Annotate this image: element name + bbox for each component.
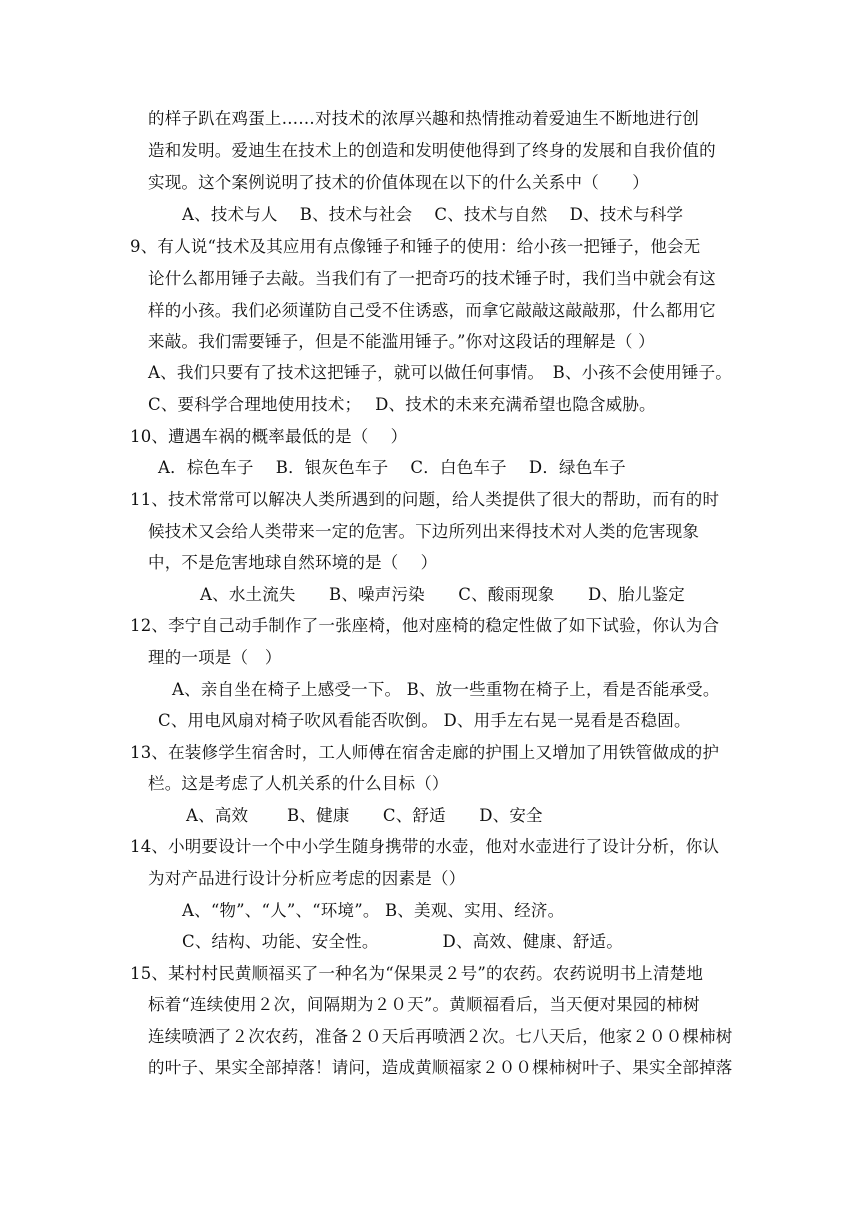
text-line: 样的小孩。我们必须谨防自己受不住诱惑，而拿它敲敲这敲敲那，什么都用它: [148, 301, 716, 320]
answer-options-q9-cd: C、要科学合理地使用技术； D、技术的未来充满希望也隐含威胁。: [148, 395, 656, 414]
question-12: 12、李宁自己动手制作了一张座椅，他对座椅的稳定性做了如下试验，你认为合: [130, 616, 720, 635]
question-14: 14、小明要设计一个中小学生随身携带的水壶，他对水壶进行了设计分析，你认: [130, 837, 720, 856]
answer-options-q8: A、技术与人 B、技术与社会 C、技术与自然 D、技术与科学: [182, 205, 684, 224]
text-line: 的叶子、果实全部掉落！请问，造成黄顺福家２００棵柿树叶子、果实全部掉落: [148, 1058, 733, 1077]
text-line: 为对产品进行设计分析应考虑的因素是（）: [148, 869, 466, 888]
question-10: 10、遭遇车祸的概率最低的是（ ）: [130, 427, 408, 446]
answer-options-q13: A、高效 B、健康 C、舒适 D、安全: [186, 806, 543, 825]
text-line: 栏。这是考虑了人机关系的什么目标（）: [148, 774, 449, 793]
question-9: 9、有人说“技术及其应用有点像锤子和锤子的使用：给小孩一把锤子，他会无: [130, 237, 701, 256]
question-15: 15、某村村民黄顺福买了一种名为“保果灵２号”的农药。农药说明书上清楚地: [130, 964, 704, 983]
question-11: 11、技术常常可以解决人类所遇到的问题，给人类提供了很大的帮助，而有的时: [130, 490, 720, 509]
answer-options-q10: A．棕色车子 B．银灰色车子 C．白色车子 D．绿色车子: [158, 458, 626, 477]
text-line: 标着“连续使用２次，间隔期为２０天”。黄顺福看后，当天便对果园的柿树: [148, 995, 700, 1014]
text-line: 候技术又会给人类带来一定的危害。下边所列出来得技术对人类的危害现象: [148, 522, 700, 541]
text-line: 实现。这个案例说明了技术的价值体现在以下的什么关系中（ ）: [148, 173, 649, 192]
answer-options-q14-ab: A、“物”、“人”、“环境”。 B、美观、实用、经济。: [182, 901, 565, 920]
text-line: 中，不是危害地球自然环境的是（ ）: [148, 553, 438, 572]
text-line: 理的一项是（ ）: [148, 648, 282, 667]
text-line: 造和发明。爱迪生在技术上的创造和发明使他得到了终身的发展和自我价值的: [148, 141, 716, 160]
answer-options-q12-cd: C、用电风扇对椅子吹风看能否吹倒。 D、用手左右晃一晃看是否稳固。: [158, 711, 691, 730]
answer-options-q12-ab: A、亲自坐在椅子上感受一下。 B、放一些重物在椅子上，看是否能承受。: [172, 680, 720, 699]
text-line: 的样子趴在鸡蛋上……对技术的浓厚兴趣和热情推动着爱迪生不断地进行创: [148, 109, 700, 128]
text-line: 来敲。我们需要锤子，但是不能滥用锤子。”你对这段话的理解是（ ）: [148, 332, 655, 351]
question-13: 13、在装修学生宿舍时，工人师傅在宿舍走廊的护围上又增加了用铁管做成的护: [130, 743, 720, 762]
answer-options-q14-cd: C、结构、功能、安全性。 D、高效、健康、舒适。: [182, 932, 623, 951]
text-line: 连续喷洒了２次农药，准备２０天后再喷洒２次。七八天后，他家２００棵柿树: [148, 1027, 733, 1046]
answer-options-q11: A、水土流失 B、噪声污染 C、酸雨现象 D、胎儿鉴定: [200, 585, 685, 604]
answer-options-q9-ab: A、我们只要有了技术这把锤子，就可以做任何事情。 B、小孩不会使用锤子。: [148, 363, 732, 382]
text-line: 论什么都用锤子去敲。当我们有了一把奇巧的技术锤子时，我们当中就会有这: [148, 269, 716, 288]
